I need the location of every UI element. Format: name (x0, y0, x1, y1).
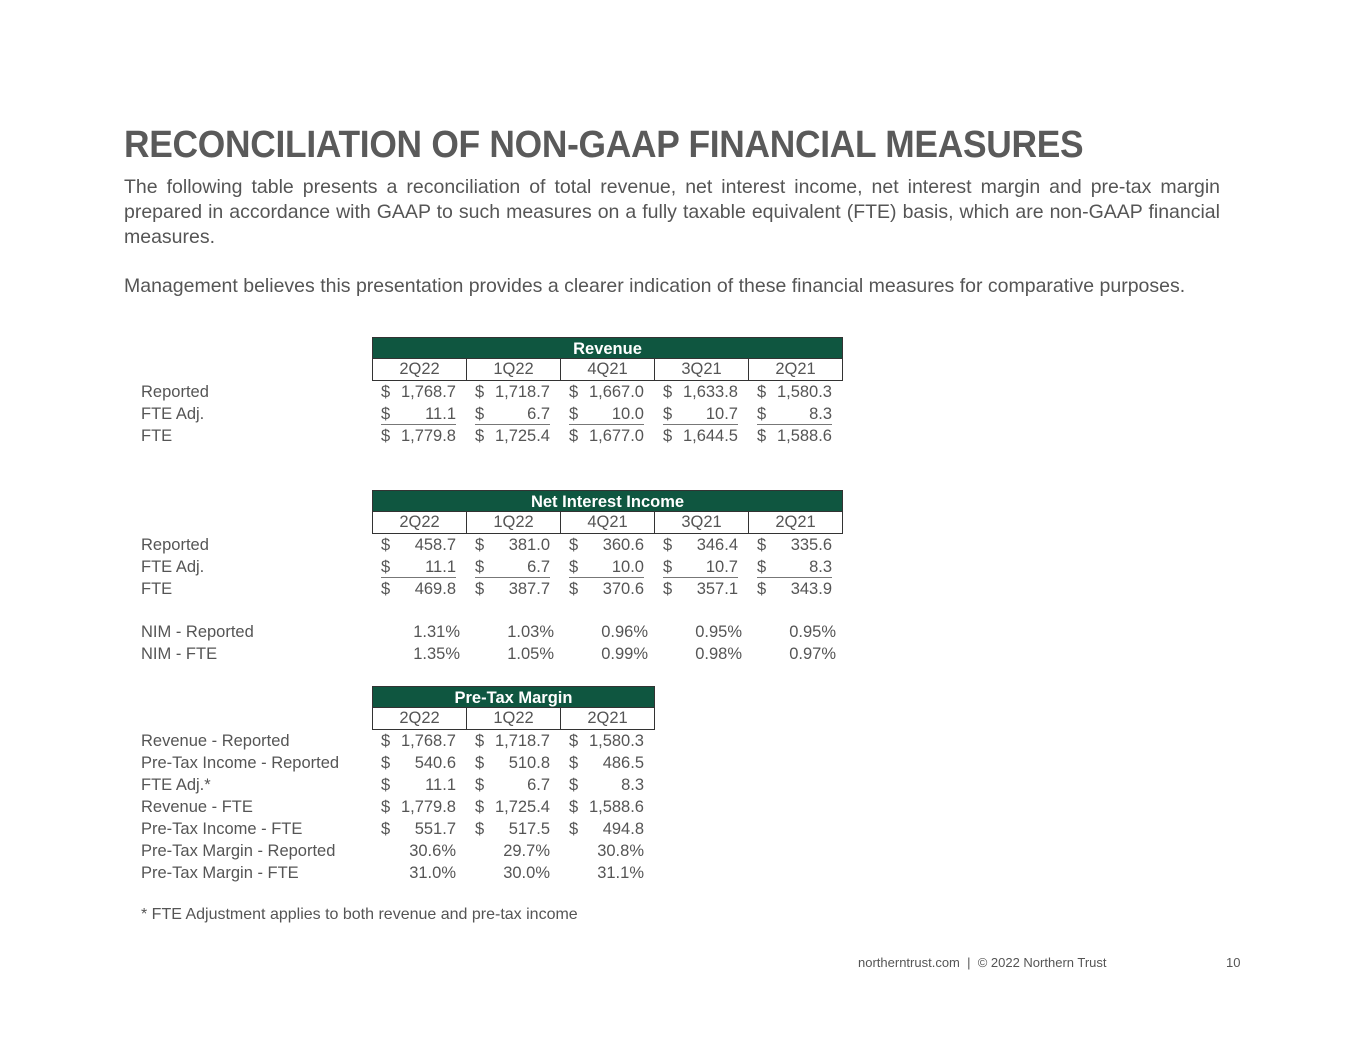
revenue-dollar-sign: $ (663, 383, 673, 401)
page-title: RECONCILIATION OF NON-GAAP FINANCIAL MEASURES (124, 124, 1084, 166)
pretax-period-header: 2Q22 (372, 708, 467, 730)
pretax-row-label: Revenue - FTE (141, 798, 253, 816)
nii-nim-value: 1.35% (413, 645, 460, 663)
footer-copyright: northerntrust.com | © 2022 Northern Trust (858, 955, 1107, 970)
nii-nim-value: 0.95% (789, 623, 836, 641)
revenue-dollar-sign: $ (757, 383, 767, 401)
pretax-cell-value: 31.1% (597, 864, 644, 882)
pretax-period-header: 1Q22 (466, 708, 561, 730)
pretax-row-label: Pre-Tax Margin - Reported (141, 842, 336, 860)
revenue-cell-value: 6.7 (527, 405, 550, 423)
revenue-dollar-sign: $ (757, 427, 767, 445)
nii-row-label: Reported (141, 536, 209, 554)
nii-nim-value: 0.96% (601, 623, 648, 641)
revenue-period-header: 4Q21 (560, 359, 655, 381)
nii-cell-value: 346.4 (696, 536, 738, 554)
nii-cell-value: 458.7 (414, 536, 456, 554)
revenue-cell-value: 1,768.7 (400, 383, 456, 401)
revenue-cell-value: 1,718.7 (494, 383, 550, 401)
revenue-period-header: 1Q22 (466, 359, 561, 381)
nii-dollar-sign: $ (569, 536, 579, 554)
revenue-cell-value: 10.0 (611, 405, 644, 423)
nii-cell-value: 6.7 (527, 558, 550, 576)
pretax-row-label: Pre-Tax Income - Reported (141, 754, 340, 772)
nii-dollar-sign: $ (381, 580, 391, 598)
nii-dollar-sign: $ (757, 558, 767, 576)
pretax-cell-value: 8.3 (621, 776, 644, 794)
nii-cell-value: 10.0 (611, 558, 644, 576)
pretax-cell-value: 1,580.3 (588, 732, 644, 750)
pretax-dollar-sign: $ (569, 754, 579, 772)
nii-dollar-sign: $ (663, 580, 673, 598)
nii-dollar-sign: $ (757, 536, 767, 554)
revenue-cell-value: 11.1 (425, 405, 456, 423)
page-number: 10 (1226, 955, 1241, 970)
pretax-cell-value: 11.1 (425, 776, 456, 794)
pretax-table-header: Pre-Tax Margin (372, 686, 655, 708)
pretax-dollar-sign: $ (475, 754, 485, 772)
nii-cell-value: 10.7 (705, 558, 738, 576)
nii-period-header: 2Q22 (372, 512, 467, 534)
pretax-dollar-sign: $ (475, 776, 485, 794)
nii-cell-value: 360.6 (602, 536, 644, 554)
pretax-cell-value: 1,768.7 (400, 732, 456, 750)
pretax-cell-value: 30.6% (409, 842, 456, 860)
revenue-cell-value: 1,725.4 (494, 427, 550, 445)
pretax-dollar-sign: $ (381, 776, 391, 794)
nii-table-header: Net Interest Income (372, 490, 843, 512)
revenue-row-label: FTE (141, 427, 173, 445)
pretax-cell-value: 6.7 (527, 776, 550, 794)
pretax-dollar-sign: $ (569, 820, 579, 838)
pretax-cell-value: 551.7 (414, 820, 456, 838)
nii-cell-value: 387.7 (508, 580, 550, 598)
nii-row-label: FTE (141, 580, 173, 598)
pretax-cell-value: 31.0% (409, 864, 456, 882)
pretax-cell-value: 1,718.7 (494, 732, 550, 750)
nii-dollar-sign: $ (475, 536, 485, 554)
nii-nim-label: NIM - Reported (141, 623, 254, 641)
management-paragraph: Management believes this presentation provides a clearer indication of these financial measures for comparative purposes. (124, 275, 1186, 297)
revenue-cell-value: 1,633.8 (682, 383, 738, 401)
nii-period-header: 4Q21 (560, 512, 655, 534)
pretax-dollar-sign: $ (475, 732, 485, 750)
revenue-table-header: Revenue (372, 337, 843, 359)
nii-period-header: 3Q21 (654, 512, 749, 534)
pretax-cell-value: 1,588.6 (588, 798, 644, 816)
nii-dollar-sign: $ (381, 536, 391, 554)
nii-nim-value: 0.95% (695, 623, 742, 641)
pretax-cell-value: 1,725.4 (494, 798, 550, 816)
revenue-dollar-sign: $ (757, 405, 767, 423)
pretax-dollar-sign: $ (475, 798, 485, 816)
revenue-cell-value: 1,588.6 (776, 427, 832, 445)
nii-period-header: 1Q22 (466, 512, 561, 534)
pretax-row-label: Pre-Tax Margin - FTE (141, 864, 299, 882)
nii-nim-value: 0.97% (789, 645, 836, 663)
nii-cell-value: 381.0 (508, 536, 550, 554)
revenue-dollar-sign: $ (569, 383, 579, 401)
nii-cell-value: 11.1 (425, 558, 456, 576)
revenue-cell-value: 1,667.0 (588, 383, 644, 401)
pretax-row-label: Pre-Tax Income - FTE (141, 820, 303, 838)
revenue-dollar-sign: $ (569, 405, 579, 423)
revenue-period-header: 3Q21 (654, 359, 749, 381)
revenue-row-label: Reported (141, 383, 209, 401)
revenue-dollar-sign: $ (663, 405, 673, 423)
pretax-dollar-sign: $ (569, 776, 579, 794)
nii-dollar-sign: $ (757, 580, 767, 598)
revenue-dollar-sign: $ (475, 383, 485, 401)
revenue-cell-value: 8.3 (809, 405, 832, 423)
revenue-dollar-sign: $ (381, 405, 391, 423)
pretax-dollar-sign: $ (569, 798, 579, 816)
revenue-dollar-sign: $ (381, 383, 391, 401)
nii-nim-value: 1.31% (413, 623, 460, 641)
revenue-cell-value: 1,779.8 (400, 427, 456, 445)
revenue-dollar-sign: $ (381, 427, 391, 445)
nii-period-header: 2Q21 (748, 512, 843, 534)
pretax-cell-value: 494.8 (602, 820, 644, 838)
nii-cell-value: 357.1 (696, 580, 738, 598)
nii-nim-value: 1.03% (507, 623, 554, 641)
pretax-dollar-sign: $ (475, 820, 485, 838)
nii-cell-value: 335.6 (790, 536, 832, 554)
nii-nim-value: 0.98% (695, 645, 742, 663)
footnote: * FTE Adjustment applies to both revenue and pre-tax income (141, 906, 578, 923)
nii-nim-value: 0.99% (601, 645, 648, 663)
revenue-dollar-sign: $ (475, 427, 485, 445)
pretax-cell-value: 486.5 (602, 754, 644, 772)
pretax-cell-value: 517.5 (508, 820, 550, 838)
pretax-dollar-sign: $ (381, 732, 391, 750)
pretax-dollar-sign: $ (381, 820, 391, 838)
pretax-dollar-sign: $ (381, 798, 391, 816)
revenue-cell-value: 1,677.0 (588, 427, 644, 445)
revenue-cell-value: 10.7 (705, 405, 738, 423)
nii-cell-value: 343.9 (790, 580, 832, 598)
nii-nim-label: NIM - FTE (141, 645, 218, 663)
revenue-dollar-sign: $ (569, 427, 579, 445)
pretax-cell-value: 29.7% (503, 842, 550, 860)
pretax-cell-value: 30.0% (503, 864, 550, 882)
pretax-period-header: 2Q21 (560, 708, 655, 730)
nii-dollar-sign: $ (663, 536, 673, 554)
nii-cell-value: 469.8 (414, 580, 456, 598)
pretax-cell-value: 1,779.8 (400, 798, 456, 816)
nii-dollar-sign: $ (381, 558, 391, 576)
pretax-dollar-sign: $ (381, 754, 391, 772)
pretax-cell-value: 30.8% (597, 842, 644, 860)
nii-dollar-sign: $ (569, 558, 579, 576)
pretax-cell-value: 510.8 (508, 754, 550, 772)
pretax-row-label: FTE Adj.* (141, 776, 211, 794)
nii-dollar-sign: $ (569, 580, 579, 598)
revenue-row-label: FTE Adj. (141, 405, 205, 423)
nii-row-label: FTE Adj. (141, 558, 205, 576)
intro-paragraph: The following table presents a reconciliation of total revenue, net interest income, net interest margin and pre-tax margin prepared in accordance with GAAP to such measures on a fully taxable equivalent (FTE) basis, which are non-GAAP financial measures. (124, 176, 1220, 248)
revenue-cell-value: 1,580.3 (776, 383, 832, 401)
pretax-row-label: Revenue - Reported (141, 732, 290, 750)
nii-cell-value: 370.6 (602, 580, 644, 598)
nii-dollar-sign: $ (475, 580, 485, 598)
revenue-dollar-sign: $ (475, 405, 485, 423)
revenue-cell-value: 1,644.5 (682, 427, 738, 445)
revenue-period-header: 2Q22 (372, 359, 467, 381)
revenue-period-header: 2Q21 (748, 359, 843, 381)
nii-dollar-sign: $ (663, 558, 673, 576)
nii-nim-value: 1.05% (507, 645, 554, 663)
nii-dollar-sign: $ (475, 558, 485, 576)
revenue-dollar-sign: $ (663, 427, 673, 445)
pretax-dollar-sign: $ (569, 732, 579, 750)
nii-cell-value: 8.3 (809, 558, 832, 576)
pretax-cell-value: 540.6 (414, 754, 456, 772)
